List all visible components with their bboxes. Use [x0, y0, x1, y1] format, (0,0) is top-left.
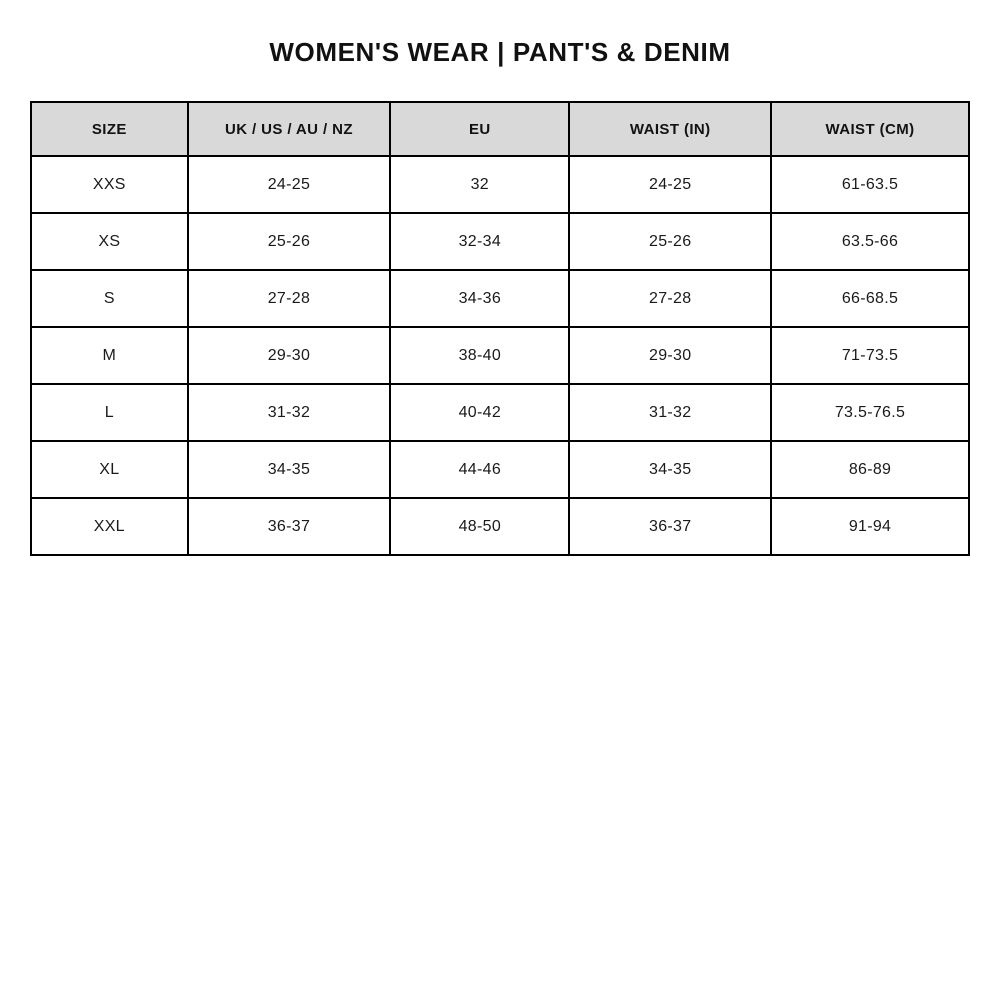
cell-waist-cm: 86-89: [771, 441, 969, 498]
cell-size: XXL: [31, 498, 188, 555]
table-row: [31, 156, 969, 213]
page-title: WOMEN'S WEAR | PANT'S & DENIM: [269, 37, 731, 67]
cell-waist-in: 27-28: [569, 270, 771, 327]
cell-uk-us-au-nz: 36-37: [188, 498, 391, 555]
cell-size: XL: [31, 441, 188, 498]
cell-eu: 48-50: [390, 498, 569, 555]
cell-eu: 44-46: [390, 441, 569, 498]
header-cell-size: SIZE: [31, 102, 188, 156]
cell-eu: 32-34: [390, 213, 569, 270]
table-header-row: [31, 102, 969, 156]
table-row: [31, 498, 969, 555]
cell-waist-in: 31-32: [569, 384, 771, 441]
cell-uk-us-au-nz: 24-25: [188, 156, 391, 213]
cell-waist-in: 29-30: [569, 327, 771, 384]
table-row: [31, 327, 969, 384]
cell-waist-in: 24-25: [569, 156, 771, 213]
cell-size: XS: [31, 213, 188, 270]
cell-waist-cm: 61-63.5: [771, 156, 969, 213]
cell-size: XXS: [31, 156, 188, 213]
cell-waist-in: 34-35: [569, 441, 771, 498]
cell-eu: 32: [390, 156, 569, 213]
header-cell-uk-us-au-nz: UK / US / AU / NZ: [188, 102, 391, 156]
header-cell-waist-in: WAIST (IN): [569, 102, 771, 156]
size-chart-table: [30, 101, 970, 556]
header-cell-waist-cm: WAIST (CM): [771, 102, 969, 156]
cell-waist-in: 25-26: [569, 213, 771, 270]
table-row: [31, 441, 969, 498]
cell-eu: 34-36: [390, 270, 569, 327]
table-row: [31, 384, 969, 441]
cell-size: L: [31, 384, 188, 441]
cell-waist-cm: 73.5-76.5: [771, 384, 969, 441]
cell-waist-cm: 63.5-66: [771, 213, 969, 270]
cell-uk-us-au-nz: 29-30: [188, 327, 391, 384]
cell-size: M: [31, 327, 188, 384]
cell-uk-us-au-nz: 34-35: [188, 441, 391, 498]
cell-eu: 40-42: [390, 384, 569, 441]
header-cell-eu: EU: [390, 102, 569, 156]
cell-waist-cm: 71-73.5: [771, 327, 969, 384]
cell-waist-cm: 66-68.5: [771, 270, 969, 327]
cell-eu: 38-40: [390, 327, 569, 384]
cell-uk-us-au-nz: 31-32: [188, 384, 391, 441]
cell-uk-us-au-nz: 27-28: [188, 270, 391, 327]
cell-uk-us-au-nz: 25-26: [188, 213, 391, 270]
cell-waist-cm: 91-94: [771, 498, 969, 555]
table-row: [31, 213, 969, 270]
cell-waist-in: 36-37: [569, 498, 771, 555]
cell-size: S: [31, 270, 188, 327]
table-row: [31, 270, 969, 327]
